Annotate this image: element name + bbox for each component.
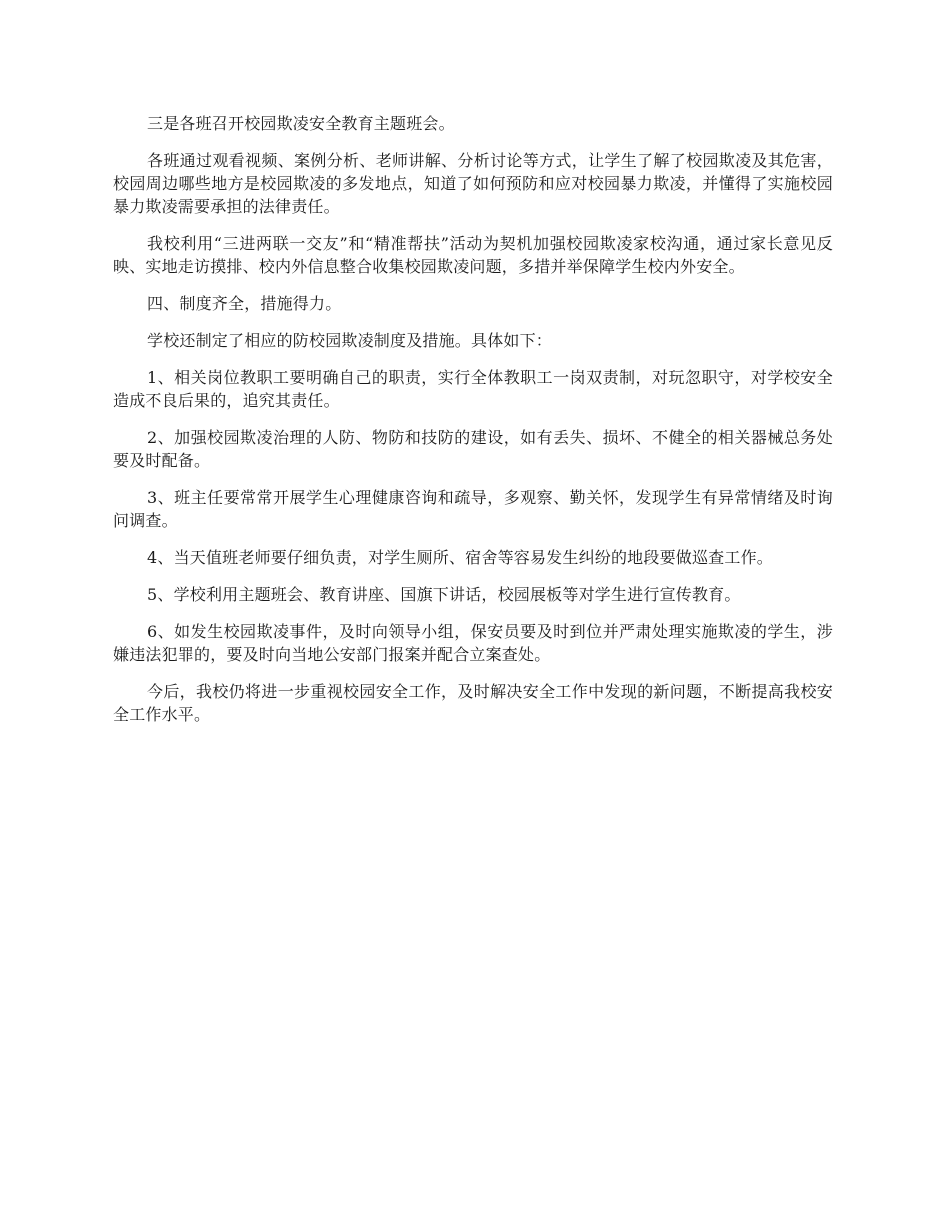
paragraph-class-meeting: 三是各班召开校园欺凌安全教育主题班会。 xyxy=(147,114,455,133)
section-heading-system: 四、制度齐全，措施得力。 xyxy=(147,294,342,313)
measure-item-6: 6、如发生校园欺凌事件，及时向领导小组，保安员要及时到位并严肃处理实施欺凌的学生，涉嫌违法犯罪的，要及时向当地公安部门报案并配合立案查处。 xyxy=(113,622,833,664)
measure-item-2: 2、加强校园欺凌治理的人防、物防和技防的建设，如有丢失、损坏、不健全的相关器械总务处要及时配备。 xyxy=(113,428,833,470)
paragraph-home-school-communication: 我校利用“三进两联一交友”和“精准帮扶”活动为契机加强校园欺凌家校沟通，通过家长意见反映、实地走访摸排、校内外信息整合收集校园欺凌问题，多措并举保障学生校内外安全。 xyxy=(113,234,833,276)
measure-item-5: 5、学校利用主题班会、教育讲座、国旗下讲话，校园展板等对学生进行宣传教育。 xyxy=(147,585,741,604)
paragraph-conclusion: 今后，我校仍将进一步重视校园安全工作，及时解决安全工作中发现的新问题，不断提高我校安全工作水平。 xyxy=(113,682,833,724)
measure-item-4: 4、当天值班老师要仔细负责，对学生厕所、宿舍等容易发生纠纷的地段要做巡查工作。 xyxy=(147,548,773,567)
measure-item-1: 1、相关岗位教职工要明确自己的职责，实行全体教职工一岗双责制，对玩忽职守，对学校安全造成不良后果的，追究其责任。 xyxy=(113,368,833,410)
paragraph-class-activities: 各班通过观看视频、案例分析、老师讲解、分析讨论等方式，让学生了解了校园欺凌及其危害，校园周边哪些地方是校园欺凌的多发地点，知道了如何预防和应对校园暴力欺凌，并懂得了实施校园暴力欺凌需要承担的法律责任。 xyxy=(113,151,833,216)
paragraph-measures-intro: 学校还制定了相应的防校园欺凌制度及措施。具体如下： xyxy=(147,331,553,350)
measure-item-3: 3、班主任要常常开展学生心理健康咨询和疏导，多观察、勤关怀，发现学生有异常情绪及时询问调查。 xyxy=(113,488,833,530)
document-page xyxy=(113,112,833,740)
